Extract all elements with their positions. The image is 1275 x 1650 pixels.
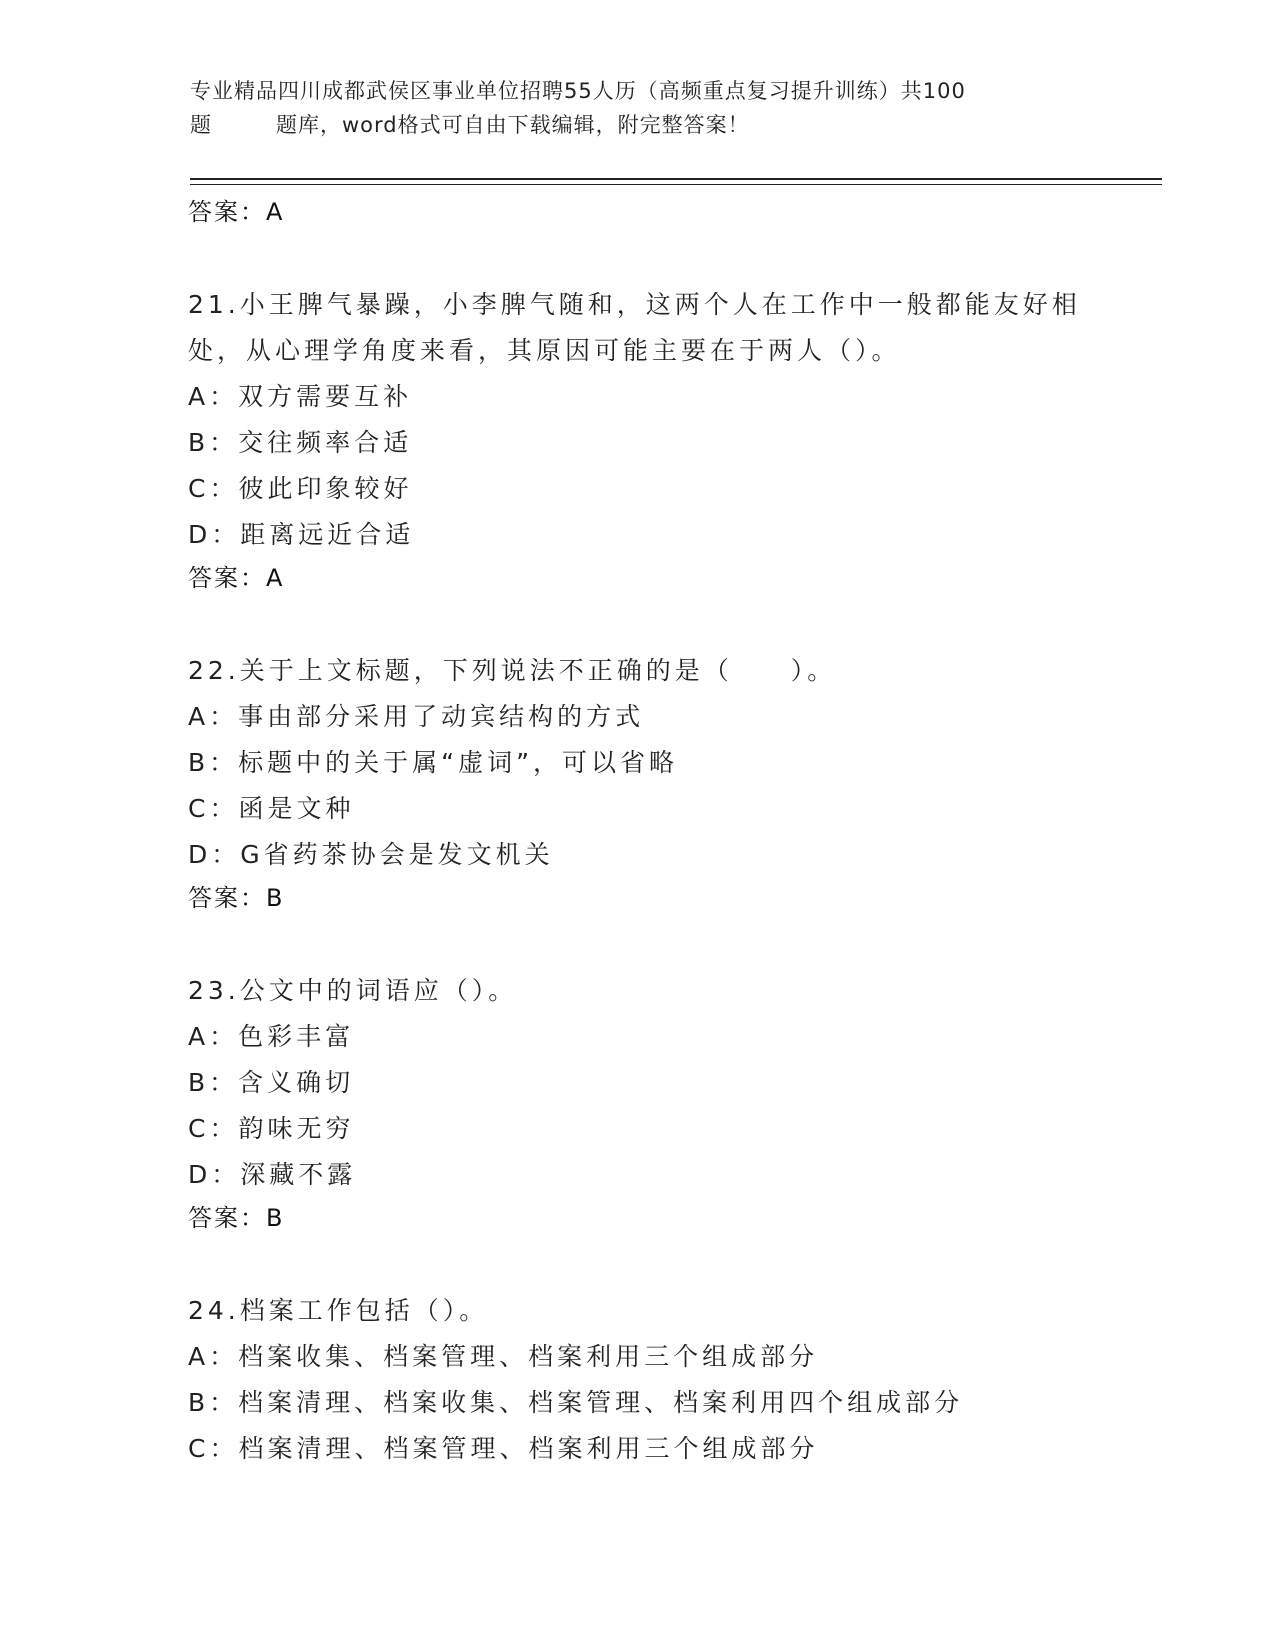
- option-b: B：档案清理、档案收集、档案管理、档案利用四个组成部分: [188, 1388, 964, 1417]
- option-b: B：标题中的关于属“虚词”，可以省略: [188, 748, 679, 777]
- option-c: C：函是文种: [188, 794, 355, 823]
- header-rule-thick: [190, 178, 1162, 180]
- spacer: [188, 1238, 1148, 1288]
- option-c: C：档案清理、档案管理、档案利用三个组成部分: [188, 1434, 819, 1463]
- header-title-line2-prefix: 题: [190, 113, 212, 137]
- answer-value: A: [266, 564, 284, 592]
- question-answer: [188, 878, 1148, 918]
- answer-value: A: [266, 198, 284, 226]
- option-c: C：彼此印象较好: [188, 474, 413, 503]
- answer-value: B: [266, 884, 284, 912]
- answer-label: 答案：: [188, 198, 266, 226]
- option-a: A：色彩丰富: [188, 1022, 355, 1051]
- option-d: D：距离远近合适: [188, 520, 415, 549]
- question-24: [188, 1288, 1148, 1472]
- header-title-line1: 专业精品四川成都武侯区事业单位招聘55人历（高频重点复习提升训练）共100: [190, 79, 966, 103]
- option-b: B：交往频率合适: [188, 428, 413, 457]
- question-text: 21.小王脾气暴躁，小李脾气随和，这两个人在工作中一般都能友好相处，从心理学角度来看，其原因可能主要在于两人（）。: [188, 290, 1081, 365]
- question-text: 24.档案工作包括（）。: [188, 1296, 489, 1325]
- answer-label: 答案：: [188, 564, 266, 592]
- spacer: [188, 918, 1148, 968]
- option-a: A：事由部分采用了动宾结构的方式: [188, 702, 645, 731]
- option-a: A：档案收集、档案管理、档案利用三个组成部分: [188, 1342, 819, 1371]
- option-d: D：深藏不露: [188, 1160, 357, 1189]
- header-rule-thin: [190, 184, 1162, 185]
- question-text: 23.公文中的词语应（）。: [188, 976, 518, 1005]
- question-23: [188, 968, 1148, 1238]
- answer-label: 答案：: [188, 1204, 266, 1232]
- question-21: [188, 282, 1148, 598]
- question-22: [188, 648, 1148, 918]
- answer-label: 答案：: [188, 884, 266, 912]
- header-title-line2: [190, 108, 1090, 142]
- answer-value: B: [266, 1204, 284, 1232]
- header-title-line2-rest: 题库，word格式可自由下载编辑，附完整答案！: [276, 113, 750, 137]
- spacer: [188, 232, 1148, 282]
- question-answer: [188, 558, 1148, 598]
- option-a: A：双方需要互补: [188, 382, 413, 411]
- question-text: 22.关于上文标题，下列说法不正确的是（ ）。: [188, 656, 837, 685]
- page-header: [190, 74, 1090, 142]
- question-answer: [188, 1198, 1148, 1238]
- previous-answer: [188, 192, 1148, 232]
- question-content: [188, 192, 1148, 1472]
- option-b: B：含义确切: [188, 1068, 355, 1097]
- spacer: [188, 598, 1148, 648]
- option-c: C：韵味无穷: [188, 1114, 355, 1143]
- option-d: D：G省药茶协会是发文机关: [188, 840, 554, 869]
